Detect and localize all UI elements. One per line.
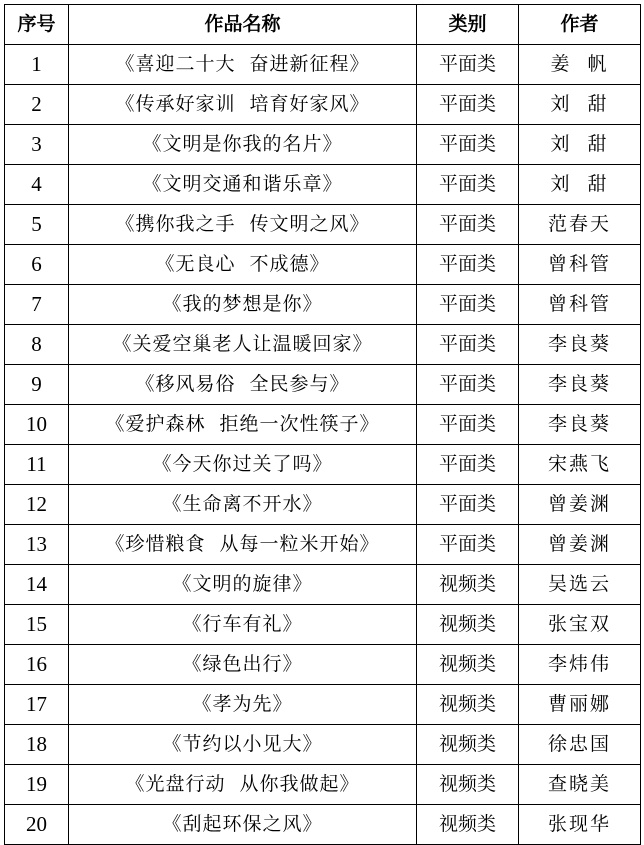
row-category: 视频类	[417, 725, 519, 765]
row-index: 6	[5, 245, 69, 285]
row-category: 视频类	[417, 605, 519, 645]
row-title: 《今天你过关了吗》	[69, 445, 417, 485]
row-index: 20	[5, 805, 69, 845]
table-row	[5, 485, 641, 525]
row-author: 宋燕飞	[519, 445, 641, 485]
table-row	[5, 805, 641, 845]
row-title: 《绿色出行》	[69, 645, 417, 685]
row-title: 《孝为先》	[69, 685, 417, 725]
row-title: 《无良心 不成德》	[69, 245, 417, 285]
row-author: 刘 甜	[519, 165, 641, 205]
row-title: 《刮起环保之风》	[69, 805, 417, 845]
table-row	[5, 565, 641, 605]
table-row	[5, 285, 641, 325]
works-table	[4, 4, 641, 845]
row-category: 平面类	[417, 365, 519, 405]
row-index: 1	[5, 45, 69, 85]
table-body	[5, 45, 641, 845]
row-author: 刘 甜	[519, 125, 641, 165]
row-index: 9	[5, 365, 69, 405]
row-author: 查晓美	[519, 765, 641, 805]
row-category: 视频类	[417, 645, 519, 685]
row-author: 李良葵	[519, 405, 641, 445]
table-row	[5, 765, 641, 805]
header-category: 类别	[417, 5, 519, 45]
row-title: 《生命离不开水》	[69, 485, 417, 525]
row-category: 平面类	[417, 325, 519, 365]
table-row	[5, 445, 641, 485]
header-index: 序号	[5, 5, 69, 45]
row-title: 《文明交通和谐乐章》	[69, 165, 417, 205]
row-category: 视频类	[417, 805, 519, 845]
row-index: 13	[5, 525, 69, 565]
table-row	[5, 85, 641, 125]
row-index: 17	[5, 685, 69, 725]
row-title: 《珍惜粮食 从每一粒米开始》	[69, 525, 417, 565]
row-index: 14	[5, 565, 69, 605]
row-category: 平面类	[417, 85, 519, 125]
row-author: 李炜伟	[519, 645, 641, 685]
row-author: 曾科管	[519, 285, 641, 325]
row-category: 视频类	[417, 685, 519, 725]
table-row	[5, 645, 641, 685]
row-index: 7	[5, 285, 69, 325]
row-category: 平面类	[417, 165, 519, 205]
row-index: 2	[5, 85, 69, 125]
row-index: 15	[5, 605, 69, 645]
row-author: 张宝双	[519, 605, 641, 645]
row-author: 徐忠国	[519, 725, 641, 765]
row-author: 李良葵	[519, 325, 641, 365]
row-author: 刘 甜	[519, 85, 641, 125]
row-category: 平面类	[417, 445, 519, 485]
row-title: 《携你我之手 传文明之风》	[69, 205, 417, 245]
row-category: 平面类	[417, 405, 519, 445]
header-author: 作者	[519, 5, 641, 45]
row-category: 平面类	[417, 205, 519, 245]
row-title: 《喜迎二十大 奋进新征程》	[69, 45, 417, 85]
row-category: 平面类	[417, 525, 519, 565]
row-author: 李良葵	[519, 365, 641, 405]
row-title: 《我的梦想是你》	[69, 285, 417, 325]
row-index: 12	[5, 485, 69, 525]
row-title: 《爱护森林 拒绝一次性筷子》	[69, 405, 417, 445]
row-index: 16	[5, 645, 69, 685]
row-category: 平面类	[417, 45, 519, 85]
row-category: 视频类	[417, 565, 519, 605]
row-author: 吴选云	[519, 565, 641, 605]
table-row	[5, 205, 641, 245]
row-index: 19	[5, 765, 69, 805]
row-author: 曾姜渊	[519, 525, 641, 565]
row-index: 5	[5, 205, 69, 245]
table-row	[5, 685, 641, 725]
row-category: 平面类	[417, 245, 519, 285]
row-title: 《行车有礼》	[69, 605, 417, 645]
table-row	[5, 365, 641, 405]
row-title: 《节约以小见大》	[69, 725, 417, 765]
row-author: 曾姜渊	[519, 485, 641, 525]
row-index: 3	[5, 125, 69, 165]
table-row	[5, 45, 641, 85]
row-title: 《关爱空巢老人让温暖回家》	[69, 325, 417, 365]
row-title: 《文明的旋律》	[69, 565, 417, 605]
row-author: 曹丽娜	[519, 685, 641, 725]
row-category: 平面类	[417, 285, 519, 325]
table-row	[5, 245, 641, 285]
header-title: 作品名称	[69, 5, 417, 45]
row-title: 《光盘行动 从你我做起》	[69, 765, 417, 805]
row-index: 11	[5, 445, 69, 485]
table-row	[5, 325, 641, 365]
row-author: 曾科管	[519, 245, 641, 285]
row-category: 平面类	[417, 125, 519, 165]
row-title: 《文明是你我的名片》	[69, 125, 417, 165]
row-index: 4	[5, 165, 69, 205]
header-row	[5, 5, 641, 45]
table-row	[5, 605, 641, 645]
row-title: 《移风易俗 全民参与》	[69, 365, 417, 405]
row-index: 18	[5, 725, 69, 765]
row-category: 视频类	[417, 765, 519, 805]
table-row	[5, 525, 641, 565]
row-author: 张现华	[519, 805, 641, 845]
table-row	[5, 165, 641, 205]
row-index: 10	[5, 405, 69, 445]
table-row	[5, 125, 641, 165]
row-title: 《传承好家训 培育好家风》	[69, 85, 417, 125]
table-row	[5, 725, 641, 765]
row-category: 平面类	[417, 485, 519, 525]
row-index: 8	[5, 325, 69, 365]
row-author: 范春天	[519, 205, 641, 245]
table-row	[5, 405, 641, 445]
row-author: 姜 帆	[519, 45, 641, 85]
